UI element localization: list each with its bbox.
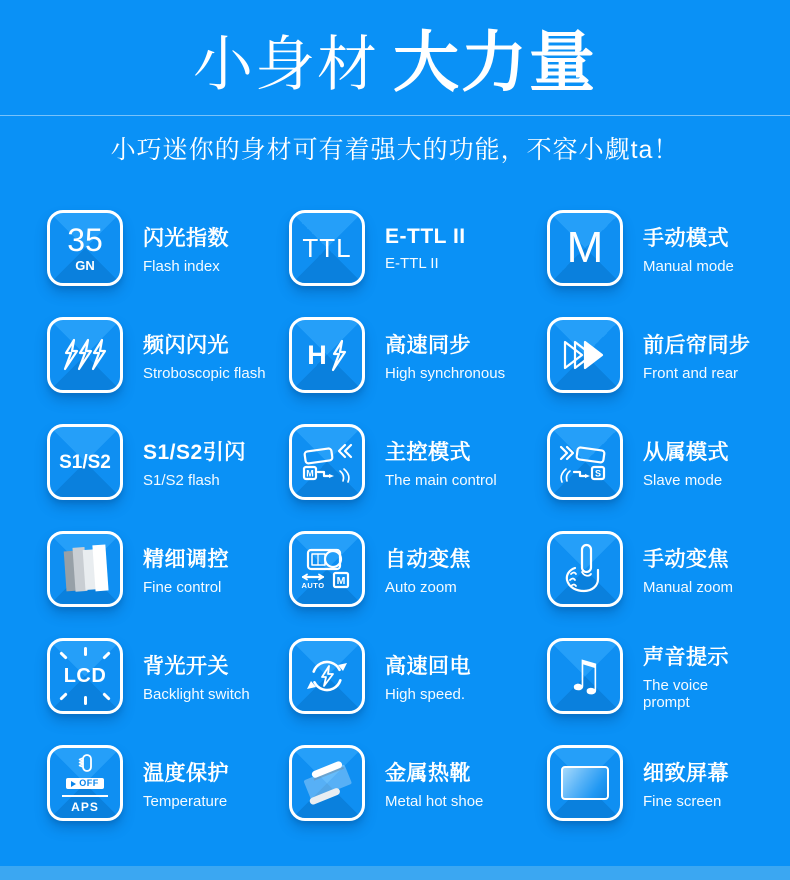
feature-item xyxy=(47,210,289,286)
metal-hot-shoe-icon xyxy=(289,745,365,821)
feature-item xyxy=(289,531,547,607)
feature-labels xyxy=(143,222,229,275)
fine-screen-icon xyxy=(547,745,623,821)
feature-title-zh: 自动变焦 xyxy=(385,547,471,571)
fast-recycle-icon xyxy=(289,638,365,714)
feature-labels xyxy=(643,757,729,810)
feature-subtitle-en: Manual mode xyxy=(643,257,734,275)
stroboscopic-flash-icon-content xyxy=(61,337,109,373)
feature-title-zh: 手动模式 xyxy=(643,226,729,250)
feature-title-zh: 背光开关 xyxy=(143,654,229,678)
high-speed-sync-icon xyxy=(289,317,365,393)
feature-subtitle-en: The voice prompt xyxy=(643,677,709,711)
feature-labels xyxy=(143,543,229,596)
temperature-protect-icon xyxy=(47,745,123,821)
feature-title-zh: 频闪闪光 xyxy=(143,333,229,357)
slave-mode-icon-content xyxy=(559,441,611,483)
fine-control-icon-content xyxy=(61,543,109,595)
feature-labels xyxy=(143,329,266,382)
feature-title-zh: 闪光指数 xyxy=(143,226,229,250)
feature-item xyxy=(547,638,757,714)
features-grid xyxy=(47,210,757,821)
feature-item xyxy=(547,317,757,393)
feature-item xyxy=(289,424,547,500)
feature-labels xyxy=(643,329,751,382)
feature-title-zh: 从属模式 xyxy=(643,440,729,464)
feature-item xyxy=(289,210,547,286)
feature-item xyxy=(289,745,547,821)
manual-zoom-icon-content xyxy=(562,543,608,595)
feature-labels xyxy=(143,436,246,489)
feature-subtitle-en: Front and rear xyxy=(643,364,739,382)
page-title-bold: 大力量 xyxy=(393,25,597,99)
fine-screen-icon-content xyxy=(561,766,609,800)
temperature-protect-icon-content: OFF APS xyxy=(62,753,108,813)
feature-subtitle-en: Backlight switch xyxy=(143,685,250,703)
feature-item xyxy=(289,638,547,714)
feature-labels xyxy=(143,650,250,703)
slave-mode-icon xyxy=(547,424,623,500)
feature-title-zh: 声音提示 xyxy=(643,646,729,669)
flash-index-gn-icon xyxy=(47,210,123,286)
feature-subtitle-en: Flash index xyxy=(143,257,220,275)
title-divider xyxy=(0,115,790,116)
feature-title-zh: 温度保护 xyxy=(143,761,229,785)
svg-text:AUTO: AUTO xyxy=(301,581,325,590)
feature-title-zh: S1/S2引闪 xyxy=(143,440,246,464)
svg-text:S: S xyxy=(594,468,602,479)
feature-item xyxy=(47,317,289,393)
auto-zoom-icon-content xyxy=(300,547,354,591)
feature-title-zh: 主控模式 xyxy=(385,440,471,464)
feature-subtitle-en: Slave mode xyxy=(643,471,723,489)
feature-subtitle-en: Stroboscopic flash xyxy=(143,364,266,382)
curtain-sync-icon-content xyxy=(562,339,608,371)
feature-item xyxy=(547,531,757,607)
feature-item xyxy=(47,638,289,714)
master-mode-icon xyxy=(289,424,365,500)
feature-subtitle-en: Auto zoom xyxy=(385,578,457,596)
feature-labels xyxy=(643,436,729,489)
feature-item xyxy=(47,745,289,821)
feature-labels xyxy=(385,650,471,703)
feature-title-zh: 高速同步 xyxy=(385,333,471,357)
feature-subtitle-en: Fine screen xyxy=(643,792,722,810)
feature-subtitle-en: Fine control xyxy=(143,578,222,596)
feature-item xyxy=(289,317,547,393)
fine-control-icon xyxy=(47,531,123,607)
lcd-backlight-icon-content: LCD xyxy=(53,644,117,708)
feature-labels xyxy=(643,641,757,711)
curtain-sync-icon xyxy=(547,317,623,393)
feature-title-zh: 手动变焦 xyxy=(643,547,729,571)
header xyxy=(0,0,790,166)
feature-title-zh: 金属热靴 xyxy=(385,761,471,785)
manual-mode-icon-content: M xyxy=(566,223,604,272)
lcd-backlight-icon xyxy=(47,638,123,714)
feature-item xyxy=(47,531,289,607)
feature-labels xyxy=(385,225,466,272)
feature-labels xyxy=(643,222,734,275)
feature-labels xyxy=(385,757,483,810)
manual-zoom-icon xyxy=(547,531,623,607)
feature-title-zh: 前后帘同步 xyxy=(643,333,751,357)
feature-subtitle-en: Metal hot shoe xyxy=(385,792,484,810)
feature-item xyxy=(547,745,757,821)
feature-labels xyxy=(385,436,497,489)
feature-item xyxy=(47,424,289,500)
master-mode-icon-content xyxy=(301,441,353,483)
feature-subtitle-en: Manual zoom xyxy=(643,578,734,596)
footer-strip xyxy=(0,866,790,880)
ettl-icon xyxy=(289,210,365,286)
metal-hot-shoe-icon-content xyxy=(300,760,354,806)
feature-subtitle-en: S1/S2 flash xyxy=(143,471,220,489)
feature-labels xyxy=(143,757,229,810)
high-speed-sync-icon-content: H xyxy=(307,339,347,372)
feature-title-zh: 精细调控 xyxy=(143,547,229,571)
s1s2-flash-icon-content: S1/S2 xyxy=(59,451,111,473)
feature-title-zh: E-TTL II xyxy=(385,224,466,248)
page-title-light: 小身材 xyxy=(193,31,379,98)
page-subtitle: 小巧迷你的身材可有着强大的功能，不容小觑ta！ xyxy=(110,135,680,164)
feature-subtitle-en: E-TTL II xyxy=(385,254,439,272)
feature-subtitle-en: Temperature xyxy=(143,792,228,810)
manual-mode-icon xyxy=(547,210,623,286)
feature-labels xyxy=(385,329,505,382)
ettl-icon-content: TTL xyxy=(302,233,352,263)
auto-zoom-icon xyxy=(289,531,365,607)
voice-prompt-icon-content: ♫ xyxy=(566,651,604,700)
feature-subtitle-en: High synchronous xyxy=(385,364,506,382)
fast-recycle-icon-content xyxy=(305,654,349,698)
feature-subtitle-en: The main control xyxy=(385,471,497,489)
page-title xyxy=(0,26,790,99)
feature-subtitle-en: High speed. xyxy=(385,685,466,703)
voice-prompt-icon xyxy=(547,638,623,714)
feature-title-zh: 高速回电 xyxy=(385,654,471,678)
svg-text:M: M xyxy=(306,468,314,479)
stroboscopic-flash-icon xyxy=(47,317,123,393)
feature-item xyxy=(547,210,757,286)
svg-text:M: M xyxy=(336,575,346,587)
feature-labels xyxy=(385,543,471,596)
feature-labels xyxy=(643,543,733,596)
flash-index-gn-icon-content: 35 GN xyxy=(67,222,103,273)
feature-title-zh: 细致屏幕 xyxy=(643,761,729,785)
feature-item xyxy=(547,424,757,500)
s1s2-flash-icon xyxy=(47,424,123,500)
